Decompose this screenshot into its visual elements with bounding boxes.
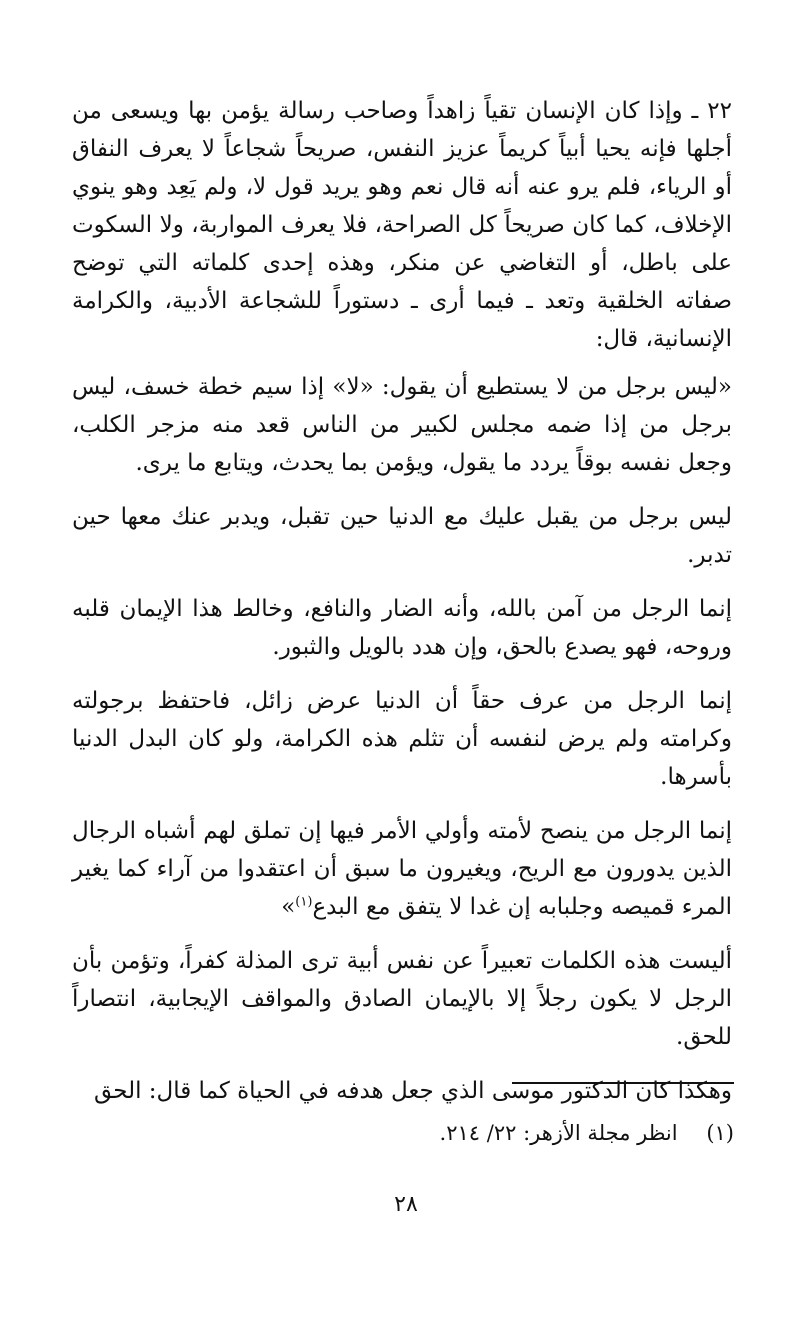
paragraph-intro: ٢٢ ـ وإذا كان الإنسان تقياً زاهداً وصاحب رسالة يؤمن بها ويسعى من أجلها فإنه يحيا أبياً كريماً عزيز النفس، صريحاً شجاعاً لا يعرف النفاق أو الرياء، فلم يرو عنه أنه قال نعم وهو يريد قول لا، ولم يَعِد وهو ينوي الإخلاف، كما كان صريحاً كل الصراحة، فلا يعرف المواربة، ولا السكوت على باطل، أو التغاضي عن منكر، وهذه إحدى كلماته التي توضح صفاته الخلقية وتعد ـ فيما أرى ـ دستوراً للشجاعة الأدبية، والكرامة الإنسانية، قال: [72, 98, 732, 352]
quote-paragraph-2: ليس برجل من يقبل عليك مع الدنيا حين تقبل، ويدبر عنك معها حين تدبر. [72, 504, 732, 568]
quote-close-mark: » [281, 894, 296, 920]
paragraph-commentary: أليست هذه الكلمات تعبيراً عن نفس أبية ترى المذلة كفراً، وتؤمن بأن الرجل لا يكون رجلاً إلا بالإيمان الصادق والمواقف الإيجابية، انتصاراً للحق. [72, 948, 732, 1050]
quote-paragraph-5-text: إنما الرجل من ينصح لأمته وأولي الأمر فيها إن تملق لهم أشباه الرجال الذين يدورون مع الريح، ويغيرون ما سبق أن اعتقدوا من آراء كما يغير المرء قميصه وجلبابه إن غدا لا يتفق مع البدع [72, 818, 732, 920]
quote-paragraph-3: إنما الرجل من آمن بالله، وأنه الضار والنافع، وخالط هذا الإيمان قلبه وروحه، فهو يصدع بالحق، وإن هدد بالويل والثبور. [72, 596, 732, 660]
quote-paragraph-4: إنما الرجل من عرف حقاً أن الدنيا عرض زائل، فاحتفظ برجولته وكرامته ولم يرض لنفسه أن تثلم هذه الكرامة، ولو كان البدل الدنيا بأسرها. [72, 688, 732, 790]
quote-paragraph-1: «ليس برجل من لا يستطيع أن يقول: «لا» إذا سيم خطة خسف، ليس برجل من إذا ضمه مجلس لكبير من الناس قعد منه مزجر الكلب، وجعل نفسه بوقاً يردد ما يقول، ويؤمن بما يحدث، ويتابع ما يرى. [72, 374, 732, 476]
footnote-text: انظر مجلة الأزهر: ٢٢/ ٢١٤. [439, 1121, 678, 1145]
quote-paragraph-5 [72, 812, 732, 926]
footnote [72, 1118, 734, 1148]
footnote-divider [512, 1082, 734, 1084]
page-number: ٢٨ [394, 1192, 418, 1217]
paragraph-closing: وهكذا كان الدكتور موسى الذي جعل هدفه في الحياة كما قال: الحق [94, 1078, 732, 1104]
footnote-reference[interactable]: (١) [295, 894, 313, 910]
body-text [72, 92, 732, 1126]
footnote-number: (١) [706, 1121, 734, 1145]
